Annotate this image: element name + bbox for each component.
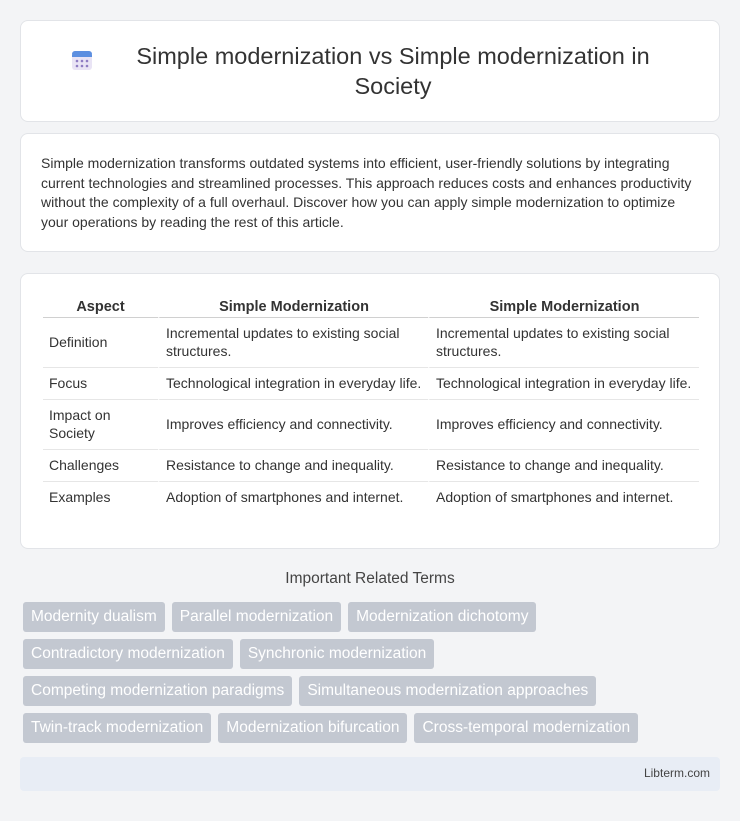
cell-aspect: Definition xyxy=(43,318,158,368)
table-row xyxy=(43,318,699,368)
calendar-icon xyxy=(70,48,94,72)
cell-value: Resistance to change and inequality. xyxy=(158,450,428,482)
title-wrap xyxy=(70,41,670,101)
related-term-tag[interactable]: Modernization dichotomy xyxy=(348,602,536,632)
cell-value: Improves efficiency and connectivity. xyxy=(428,400,699,450)
cell-value: Resistance to change and inequality. xyxy=(428,450,699,482)
title-card xyxy=(20,20,720,122)
table-row xyxy=(43,482,699,513)
header-simple-modernization-society: Simple Modernization xyxy=(428,294,699,318)
related-term-tag[interactable]: Modernization bifurcation xyxy=(218,713,407,743)
cell-value: Improves efficiency and connectivity. xyxy=(158,400,428,450)
related-term-tag[interactable]: Competing modernization paradigms xyxy=(23,676,292,706)
table-row xyxy=(43,400,699,450)
header-aspect: Aspect xyxy=(43,294,158,318)
cell-aspect: Focus xyxy=(43,368,158,400)
cell-value: Incremental updates to existing social structures. xyxy=(428,318,699,368)
related-term-tag[interactable]: Contradictory modernization xyxy=(23,639,233,669)
header-simple-modernization: Simple Modernization xyxy=(158,294,428,318)
intro-card xyxy=(20,133,720,252)
related-term-tag[interactable]: Parallel modernization xyxy=(172,602,341,632)
cell-aspect: Examples xyxy=(49,489,111,505)
comparison-table-card xyxy=(20,273,720,549)
related-term-tag[interactable]: Modernity dualism xyxy=(23,602,165,632)
cell-value: Adoption of smartphones and internet. xyxy=(428,482,699,513)
site-link[interactable]: Libterm.com xyxy=(643,766,710,780)
table-header-row xyxy=(43,294,699,318)
related-term-tag[interactable]: Cross-temporal modernization xyxy=(414,713,638,743)
table-row xyxy=(43,450,699,482)
cell-value: Incremental updates to existing social structures. xyxy=(158,318,428,368)
comparison-table xyxy=(43,294,699,513)
intro-paragraph: Simple modernization transforms outdated systems into efficient, user-friendly solutions by integrating current technologies and streamlined processes. This approach reduces costs and enhances productivity without the complexity of a full overhaul. Discover how you can apply simple modernization to optimize your operations by reading the rest of this article. xyxy=(41,155,692,230)
related-terms-heading: Important Related Terms xyxy=(285,570,455,587)
cell-aspect: Impact on Society xyxy=(43,400,158,450)
cell-aspect: Challenges xyxy=(43,450,158,482)
page-title: Simple modernization vs Simple modernization in Society xyxy=(136,43,650,99)
footer-bar xyxy=(20,757,720,791)
cell-value: Adoption of smartphones and internet. xyxy=(158,482,428,513)
related-terms-list xyxy=(23,602,723,750)
tag-row xyxy=(23,676,723,706)
related-term-tag[interactable]: Simultaneous modernization approaches xyxy=(299,676,596,706)
tag-row xyxy=(23,639,723,669)
related-term-tag[interactable]: Synchronic modernization xyxy=(240,639,434,669)
table-row xyxy=(43,368,699,400)
related-term-tag[interactable]: Twin-track modernization xyxy=(23,713,211,743)
cell-value: Technological integration in everyday life. xyxy=(428,368,699,400)
tag-row xyxy=(23,602,723,632)
cell-value: Technological integration in everyday life. xyxy=(158,368,428,400)
tag-row xyxy=(23,713,723,743)
